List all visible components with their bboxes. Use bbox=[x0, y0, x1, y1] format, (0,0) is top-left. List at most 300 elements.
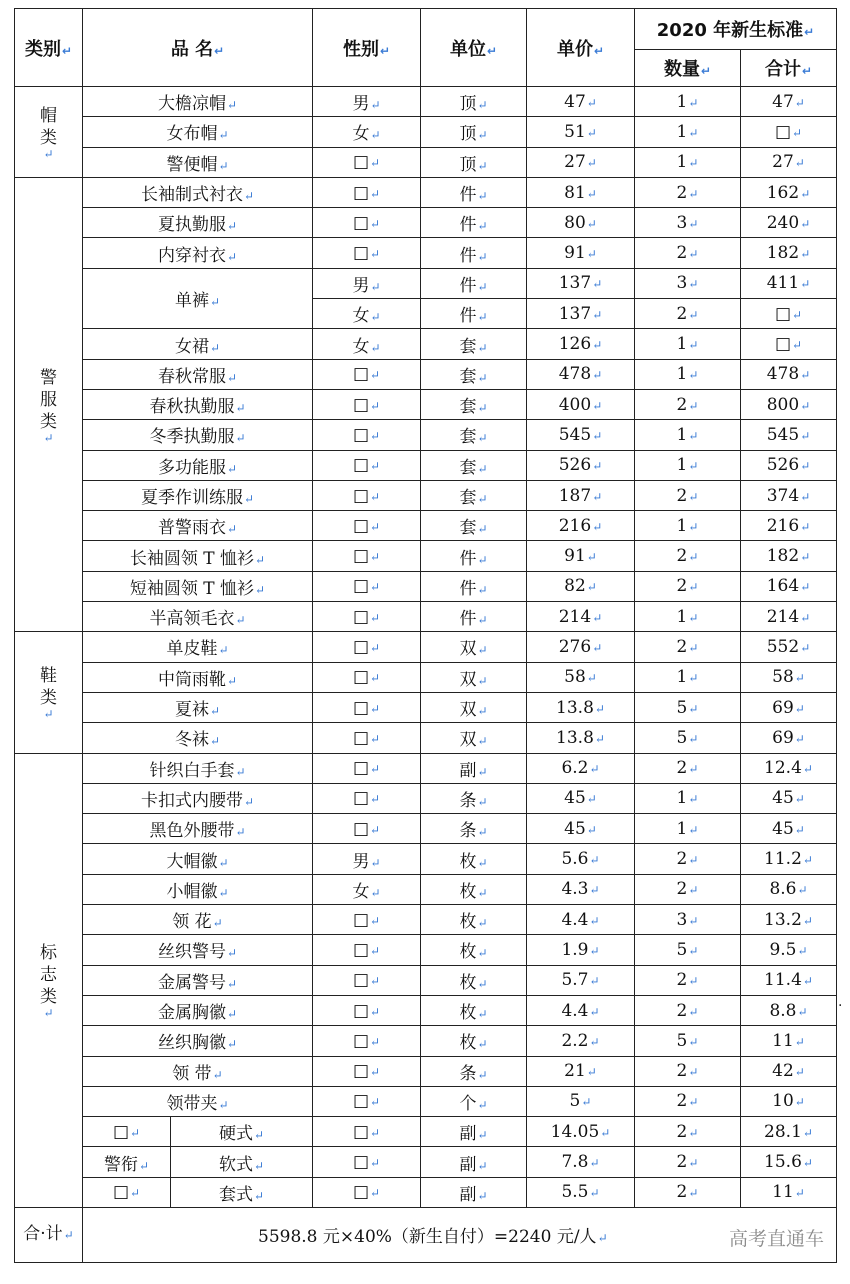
row-price bbox=[527, 177, 635, 207]
row-gender bbox=[313, 935, 421, 965]
header-unit: 单位↵ bbox=[421, 9, 527, 87]
row-unit bbox=[421, 844, 527, 874]
table-row bbox=[15, 1056, 837, 1086]
row-unit-text: 顶 bbox=[459, 94, 477, 115]
row-name bbox=[83, 208, 313, 238]
paragraph-mark-icon: ↵ bbox=[592, 307, 603, 322]
paragraph-mark-icon: ↵ bbox=[370, 550, 381, 565]
paragraph-mark-icon: ↵ bbox=[370, 247, 381, 262]
row-price-text: 2.2 bbox=[561, 1030, 589, 1051]
row-price bbox=[527, 480, 635, 510]
paragraph-mark-icon: ↵ bbox=[370, 340, 381, 355]
paragraph-mark-icon: ↵ bbox=[600, 1125, 611, 1140]
row-group-text: □ bbox=[112, 1121, 129, 1142]
row-qty bbox=[635, 723, 741, 753]
paragraph-mark-icon: ↵ bbox=[370, 128, 381, 143]
row-unit bbox=[421, 208, 527, 238]
paragraph-mark-icon: ↵ bbox=[226, 1007, 238, 1022]
paragraph-mark-icon: ↵ bbox=[800, 186, 811, 201]
row-total-text: 11.4 bbox=[764, 970, 802, 991]
paragraph-mark-icon: ↵ bbox=[370, 398, 381, 413]
row-total bbox=[741, 541, 837, 571]
row-qty-text: 2 bbox=[676, 636, 688, 657]
paragraph-mark-icon: ↵ bbox=[688, 640, 699, 655]
row-unit-text: 枚 bbox=[459, 942, 477, 963]
paragraph-mark-icon: ↵ bbox=[477, 764, 488, 779]
paragraph-mark-icon: ↵ bbox=[370, 855, 381, 870]
row-qty-text: 1 bbox=[676, 364, 688, 385]
paragraph-mark-icon: ↵ bbox=[477, 1188, 488, 1203]
row-name bbox=[83, 1026, 313, 1056]
row-unit-text: 套 bbox=[459, 397, 477, 418]
row-gender-text: □ bbox=[352, 758, 369, 779]
paragraph-mark-icon: ↵ bbox=[688, 368, 699, 383]
row-total-text: □ bbox=[774, 121, 791, 142]
paragraph-mark-icon: ↵ bbox=[477, 946, 488, 961]
row-name bbox=[83, 935, 313, 965]
paragraph-mark-icon: ↵ bbox=[688, 731, 699, 746]
paragraph-mark-icon: ↵ bbox=[802, 762, 813, 777]
row-unit-text: 枚 bbox=[459, 912, 477, 933]
row-total-text: 45 bbox=[772, 818, 794, 839]
row-gender bbox=[313, 480, 421, 510]
paragraph-mark-icon: ↵ bbox=[370, 186, 381, 201]
row-unit bbox=[421, 1056, 527, 1086]
row-gender-text: □ bbox=[352, 364, 369, 385]
row-total bbox=[741, 1177, 837, 1207]
row-gender bbox=[313, 420, 421, 450]
row-price-text: 214 bbox=[558, 606, 592, 627]
row-price-text: 13.8 bbox=[556, 727, 594, 748]
paragraph-mark-icon: ↵ bbox=[589, 943, 600, 958]
row-unit bbox=[421, 541, 527, 571]
row-qty bbox=[635, 480, 741, 510]
row-gender-text: □ bbox=[352, 152, 369, 173]
row-qty-text: 5 bbox=[676, 697, 688, 718]
row-total bbox=[741, 480, 837, 510]
row-unit-text: 件 bbox=[459, 306, 477, 327]
row-unit-text: 条 bbox=[459, 1063, 477, 1084]
paragraph-mark-icon: ↵ bbox=[797, 943, 808, 958]
row-qty bbox=[635, 87, 741, 117]
row-unit bbox=[421, 905, 527, 935]
row-total-text: 47 bbox=[772, 91, 794, 112]
paragraph-mark-icon: ↵ bbox=[226, 461, 238, 476]
table-row bbox=[15, 87, 837, 117]
row-qty-text: 1 bbox=[676, 455, 688, 476]
row-unit bbox=[421, 1026, 527, 1056]
paragraph-mark-icon: ↵ bbox=[586, 216, 597, 231]
row-total bbox=[741, 208, 837, 238]
row-total bbox=[741, 238, 837, 268]
paragraph-mark-icon: ↵ bbox=[586, 125, 597, 140]
row-name-text: 春秋执勤服 bbox=[149, 397, 235, 418]
paragraph-mark-icon: ↵ bbox=[43, 146, 54, 161]
row-gender bbox=[313, 874, 421, 904]
row-price-text: 126 bbox=[558, 334, 592, 355]
row-qty bbox=[635, 632, 741, 662]
paragraph-mark-icon: ↵ bbox=[138, 1158, 150, 1173]
row-gender-text: □ bbox=[352, 1000, 369, 1021]
row-total bbox=[741, 571, 837, 601]
paragraph-mark-icon: ↵ bbox=[477, 461, 488, 476]
row-price bbox=[527, 1117, 635, 1147]
row-group bbox=[83, 1117, 171, 1147]
row-unit bbox=[421, 389, 527, 419]
row-total-text: 526 bbox=[766, 455, 800, 476]
row-qty-text: 2 bbox=[676, 243, 688, 264]
paragraph-mark-icon: ↵ bbox=[43, 1006, 54, 1021]
row-qty bbox=[635, 329, 741, 359]
row-total-text: 69 bbox=[772, 727, 794, 748]
row-total-text: 216 bbox=[766, 515, 800, 536]
row-qty bbox=[635, 299, 741, 329]
paragraph-mark-icon: ↵ bbox=[477, 916, 488, 931]
row-gender bbox=[313, 359, 421, 389]
row-total bbox=[741, 87, 837, 117]
row-qty-text: 2 bbox=[676, 1152, 688, 1173]
paragraph-mark-icon: ↵ bbox=[477, 794, 488, 809]
row-name-text: 春秋常服 bbox=[157, 366, 226, 387]
row-unit-text: 套 bbox=[459, 427, 477, 448]
row-total-text: 15.6 bbox=[764, 1152, 802, 1173]
paragraph-mark-icon: ↵ bbox=[586, 550, 597, 565]
row-price bbox=[527, 662, 635, 692]
paragraph-mark-icon: ↵ bbox=[43, 707, 54, 722]
row-total bbox=[741, 844, 837, 874]
row-total bbox=[741, 935, 837, 965]
row-unit-text: 件 bbox=[459, 548, 477, 569]
row-qty bbox=[635, 844, 741, 874]
paragraph-mark-icon: ↵ bbox=[226, 673, 238, 688]
paragraph-mark-icon: ↵ bbox=[218, 158, 229, 173]
row-name bbox=[83, 420, 313, 450]
table-row bbox=[15, 329, 837, 359]
row-name bbox=[83, 1056, 313, 1086]
row-unit-text: 双 bbox=[459, 730, 477, 751]
row-unit-text: 枚 bbox=[459, 1033, 477, 1054]
row-price bbox=[527, 117, 635, 147]
paragraph-mark-icon: ↵ bbox=[586, 580, 597, 595]
paragraph-mark-icon: ↵ bbox=[243, 794, 255, 809]
paragraph-mark-icon: ↵ bbox=[370, 1095, 381, 1110]
row-total bbox=[741, 874, 837, 904]
paragraph-mark-icon: ↵ bbox=[586, 822, 597, 837]
row-total-text: 8.6 bbox=[769, 879, 797, 900]
row-gender bbox=[313, 632, 421, 662]
paragraph-mark-icon: ↵ bbox=[477, 158, 488, 173]
row-unit bbox=[421, 511, 527, 541]
row-name-text: 领 花 bbox=[172, 912, 212, 933]
row-name bbox=[83, 905, 313, 935]
paragraph-mark-icon: ↵ bbox=[794, 792, 805, 807]
row-name-text: 冬季执勤服 bbox=[149, 427, 235, 448]
paragraph-mark-icon: ↵ bbox=[688, 943, 699, 958]
row-price bbox=[527, 511, 635, 541]
row-unit bbox=[421, 420, 527, 450]
paragraph-mark-icon: ↵ bbox=[370, 98, 381, 113]
paragraph-mark-icon: ↵ bbox=[592, 398, 603, 413]
paragraph-mark-icon: ↵ bbox=[592, 428, 603, 443]
category-label: 帽类 bbox=[40, 105, 57, 148]
row-qty bbox=[635, 753, 741, 783]
paragraph-mark-icon: ↵ bbox=[688, 125, 699, 140]
row-price bbox=[527, 783, 635, 813]
paragraph-mark-icon: ↵ bbox=[130, 1186, 141, 1201]
paragraph-mark-icon: ↵ bbox=[477, 249, 488, 264]
row-qty bbox=[635, 389, 741, 419]
row-price bbox=[527, 965, 635, 995]
row-name bbox=[83, 87, 313, 117]
paragraph-mark-icon: ↵ bbox=[800, 580, 811, 595]
paragraph-mark-icon: ↵ bbox=[226, 249, 238, 264]
row-total-text: □ bbox=[774, 334, 791, 355]
row-unit-text: 件 bbox=[459, 578, 477, 599]
row-unit-text: 顶 bbox=[459, 154, 477, 175]
row-name bbox=[171, 1147, 313, 1177]
row-gender-text: □ bbox=[352, 818, 369, 839]
row-name-text: 女布帽 bbox=[166, 124, 218, 145]
row-qty-text: 2 bbox=[676, 394, 688, 415]
paragraph-mark-icon: ↵ bbox=[802, 853, 813, 868]
row-name-text: 内穿衬衣 bbox=[157, 245, 226, 266]
paragraph-mark-icon: ↵ bbox=[370, 640, 381, 655]
row-total bbox=[741, 117, 837, 147]
row-gender-text: □ bbox=[352, 485, 369, 506]
paragraph-mark-icon: ↵ bbox=[589, 913, 600, 928]
row-price-text: 91 bbox=[564, 243, 586, 264]
row-gender bbox=[313, 814, 421, 844]
row-unit bbox=[421, 329, 527, 359]
table-row bbox=[15, 1117, 837, 1147]
row-name bbox=[83, 602, 313, 632]
row-name bbox=[83, 389, 313, 419]
paragraph-mark-icon: ↵ bbox=[794, 1034, 805, 1049]
row-total-text: □ bbox=[774, 303, 791, 324]
paragraph-mark-icon: ↵ bbox=[477, 1128, 488, 1143]
paragraph-mark-icon: ↵ bbox=[794, 1095, 805, 1110]
paragraph-mark-icon: ↵ bbox=[688, 1186, 699, 1201]
paragraph-mark-icon: ↵ bbox=[688, 1004, 699, 1019]
paragraph-mark-icon: ↵ bbox=[800, 398, 811, 413]
paragraph-mark-icon: ↵ bbox=[253, 1128, 265, 1143]
uniform-standard-table bbox=[14, 8, 837, 1263]
row-unit bbox=[421, 238, 527, 268]
row-total bbox=[741, 965, 837, 995]
row-qty bbox=[635, 238, 741, 268]
row-name-text: 夏季作训练服 bbox=[140, 488, 243, 508]
row-name bbox=[83, 117, 313, 147]
row-name-text: 软式 bbox=[218, 1154, 253, 1175]
paragraph-mark-icon: ↵ bbox=[589, 1156, 600, 1171]
paragraph-mark-icon: ↵ bbox=[370, 279, 381, 294]
paragraph-mark-icon: ↵ bbox=[800, 640, 811, 655]
row-unit-text: 双 bbox=[459, 700, 477, 721]
row-name-text: 领带夹 bbox=[166, 1093, 218, 1114]
row-name bbox=[83, 632, 313, 662]
row-qty-text: 3 bbox=[676, 909, 688, 930]
row-qty bbox=[635, 1026, 741, 1056]
row-gender bbox=[313, 541, 421, 571]
row-price-text: 5 bbox=[569, 1091, 581, 1112]
paragraph-mark-icon: ↵ bbox=[792, 338, 803, 353]
paragraph-mark-icon: ↵ bbox=[370, 1004, 381, 1019]
row-gender-text: 女 bbox=[352, 336, 370, 357]
table-row bbox=[15, 571, 837, 601]
table-row bbox=[15, 965, 837, 995]
table-row bbox=[15, 905, 837, 935]
row-gender-text: □ bbox=[352, 546, 369, 567]
paragraph-mark-icon: ↵ bbox=[592, 277, 603, 292]
row-unit-text: 枚 bbox=[459, 1003, 477, 1024]
row-group bbox=[83, 1147, 171, 1177]
row-total bbox=[741, 420, 837, 450]
row-price-text: 45 bbox=[564, 818, 586, 839]
row-name bbox=[83, 238, 313, 268]
row-gender-text: □ bbox=[352, 970, 369, 991]
row-total-text: 478 bbox=[766, 364, 800, 385]
paragraph-mark-icon: ↵ bbox=[370, 1065, 381, 1080]
row-name bbox=[83, 329, 313, 359]
paragraph-mark-icon: ↵ bbox=[212, 916, 223, 931]
row-qty bbox=[635, 208, 741, 238]
row-qty bbox=[635, 692, 741, 722]
table-row bbox=[15, 208, 837, 238]
row-price-text: 526 bbox=[558, 455, 592, 476]
paragraph-mark-icon: ↵ bbox=[586, 792, 597, 807]
row-unit-text: 件 bbox=[459, 609, 477, 630]
paragraph-mark-icon: ↵ bbox=[800, 277, 811, 292]
paragraph-mark-icon: ↵ bbox=[586, 156, 597, 171]
row-gender-text: □ bbox=[352, 1152, 369, 1173]
row-qty bbox=[635, 602, 741, 632]
row-gender-text: □ bbox=[352, 1121, 369, 1142]
row-gender bbox=[313, 1117, 421, 1147]
row-unit-text: 件 bbox=[459, 275, 477, 296]
row-total-text: 12.4 bbox=[764, 758, 802, 779]
paragraph-mark-icon: ↵ bbox=[477, 98, 488, 113]
paragraph-mark-icon: ↵ bbox=[218, 1097, 229, 1112]
row-unit-text: 套 bbox=[459, 457, 477, 478]
paragraph-mark-icon: ↵ bbox=[589, 1034, 600, 1049]
paragraph-mark-icon: ↵ bbox=[209, 295, 221, 310]
row-total-text: 28.1 bbox=[764, 1121, 802, 1142]
row-gender bbox=[313, 965, 421, 995]
row-qty-text: 2 bbox=[676, 485, 688, 506]
row-name bbox=[83, 147, 313, 177]
row-price bbox=[527, 571, 635, 601]
table-row bbox=[15, 480, 837, 510]
row-price-text: 4.3 bbox=[561, 879, 589, 900]
row-unit bbox=[421, 995, 527, 1025]
row-price bbox=[527, 602, 635, 632]
row-gender bbox=[313, 783, 421, 813]
paragraph-mark-icon: ↵ bbox=[255, 552, 266, 567]
row-gender bbox=[313, 389, 421, 419]
paragraph-mark-icon: ↵ bbox=[688, 762, 699, 777]
row-price bbox=[527, 995, 635, 1025]
row-gender-text: 女 bbox=[352, 124, 370, 145]
category-label: 标志类 bbox=[40, 943, 57, 1008]
row-price bbox=[527, 420, 635, 450]
row-name-text: 领 带 bbox=[172, 1063, 212, 1084]
paragraph-mark-icon: ↵ bbox=[370, 489, 381, 504]
paragraph-mark-icon: ↵ bbox=[688, 1095, 699, 1110]
row-gender-text: □ bbox=[352, 606, 369, 627]
row-unit bbox=[421, 602, 527, 632]
paragraph-mark-icon: ↵ bbox=[592, 610, 603, 625]
row-name-text: 长袖圆领 T 恤衫 bbox=[129, 548, 255, 569]
row-unit-text: 双 bbox=[459, 639, 477, 660]
row-qty bbox=[635, 450, 741, 480]
row-gender bbox=[313, 87, 421, 117]
paragraph-mark-icon: ↵ bbox=[589, 762, 600, 777]
row-name bbox=[83, 874, 313, 904]
table-row bbox=[15, 753, 837, 783]
category-label: 警服类 bbox=[40, 367, 57, 432]
row-price-text: 47 bbox=[564, 91, 586, 112]
table-row bbox=[15, 723, 837, 753]
paragraph-mark-icon: ↵ bbox=[794, 95, 805, 110]
paragraph-mark-icon: ↵ bbox=[370, 610, 381, 625]
table-row bbox=[15, 1147, 837, 1177]
footer-summary: 5598.8 元×40%（新生自付）=2240 元/人↵ 高考直通车 bbox=[83, 1207, 837, 1262]
row-total bbox=[741, 814, 837, 844]
row-name-text: 大帽徽 bbox=[166, 851, 218, 872]
category-hats bbox=[15, 87, 83, 178]
row-unit bbox=[421, 268, 527, 298]
paragraph-mark-icon: ↵ bbox=[218, 855, 229, 870]
row-total-text: 8.8 bbox=[769, 1000, 797, 1021]
row-name-text: 套式 bbox=[218, 1184, 253, 1205]
row-unit bbox=[421, 299, 527, 329]
row-gender-text: □ bbox=[352, 576, 369, 597]
row-name bbox=[83, 450, 313, 480]
paragraph-mark-icon: ↵ bbox=[592, 519, 603, 534]
row-qty-text: 1 bbox=[676, 424, 688, 445]
row-unit bbox=[421, 359, 527, 389]
row-unit bbox=[421, 632, 527, 662]
row-price-text: 81 bbox=[564, 182, 586, 203]
paragraph-mark-icon: ↵ bbox=[226, 370, 238, 385]
row-qty bbox=[635, 571, 741, 601]
paragraph-mark-icon: ↵ bbox=[688, 95, 699, 110]
row-total-text: 69 bbox=[772, 697, 794, 718]
row-total bbox=[741, 753, 837, 783]
paragraph-mark-icon: ↵ bbox=[235, 613, 246, 628]
row-gender-text: 男 bbox=[352, 94, 370, 115]
category-shoes bbox=[15, 632, 83, 753]
row-gender bbox=[313, 238, 421, 268]
row-unit bbox=[421, 117, 527, 147]
row-unit bbox=[421, 147, 527, 177]
paragraph-mark-icon: ↵ bbox=[794, 701, 805, 716]
paragraph-mark-icon: ↵ bbox=[255, 582, 266, 597]
row-gender-text: □ bbox=[352, 212, 369, 233]
paragraph-mark-icon: ↵ bbox=[477, 825, 488, 840]
row-unit-text: 副 bbox=[459, 1154, 477, 1175]
row-unit-text: 副 bbox=[459, 1124, 477, 1145]
paragraph-mark-icon: ↵ bbox=[477, 492, 488, 506]
paragraph-mark-icon: ↵ bbox=[688, 974, 699, 989]
paragraph-mark-icon: ↵ bbox=[477, 582, 488, 597]
row-gender-text: □ bbox=[352, 515, 369, 536]
paragraph-mark-icon: ↵ bbox=[688, 307, 699, 322]
row-unit-text: 套 bbox=[459, 336, 477, 357]
paragraph-mark-icon: ↵ bbox=[800, 459, 811, 474]
table-row bbox=[15, 1026, 837, 1056]
row-price bbox=[527, 753, 635, 783]
